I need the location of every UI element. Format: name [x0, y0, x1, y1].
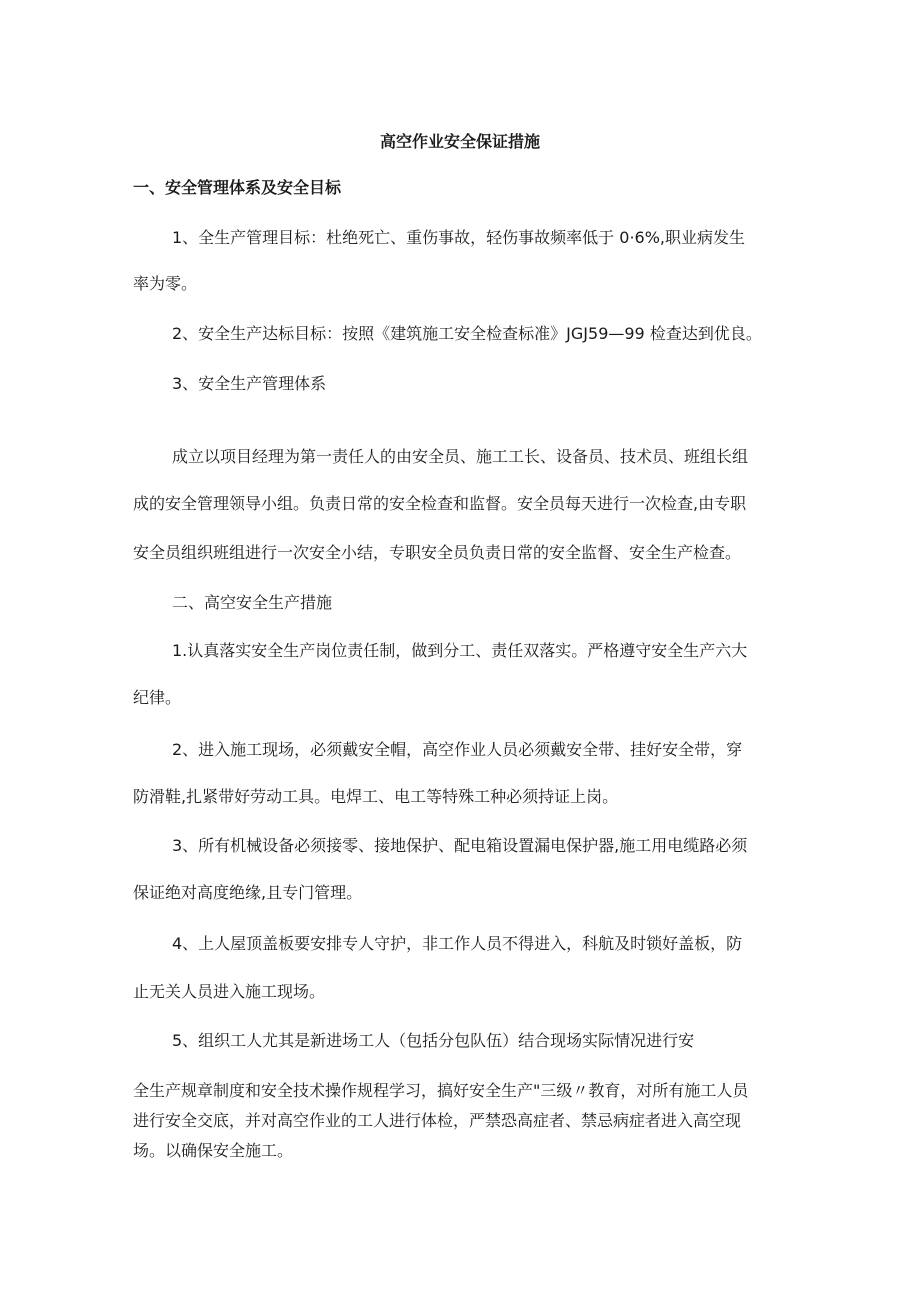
section2-item3-line1: 3、所有机械设备必须接零、接地保护、配电箱设置漏电保护器,施工用电缆路必须 [172, 836, 748, 855]
section2-item1-line1: 1.认真落实安全生产岗位责任制，做到分工、责任双落实。严格遵守安全生产六大 [172, 641, 748, 660]
section2-item2-line2: 防滑鞋,扎紧带好劳动工具。电焊工、电工等特殊工种必须持证上岗。 [133, 787, 619, 806]
section2-item3-line2: 保证绝对高度绝缘,且专门管理。 [133, 883, 363, 902]
section2-item5-line1: 5、组织工人尤其是新进场工人（包括分包队伍）结合现场实际情况进行安 [172, 1031, 695, 1050]
section1-item2: 2、安全生产达标目标：按照《建筑施工安全检查标准》JGJ59—99 检查达到优良。 [172, 324, 762, 343]
section2-item5-line2: 全生产规章制度和安全技术操作规程学习，搞好安全生产"三级〃教育，对所有施工人员 [133, 1081, 749, 1100]
section2-item5-line4: 场。以确保安全施工。 [133, 1141, 294, 1160]
section2-item5-line3: 进行安全交底，并对高空作业的工人进行体检，严禁恐高症者、禁忌病症者进入高空现 [133, 1111, 742, 1130]
document-title: 高空作业安全保证措施 [379, 132, 540, 151]
section2-item4-line1: 4、上人屋顶盖板要安排专人守护，非工作人员不得进入，科航及时锁好盖板，防 [172, 934, 743, 953]
section2-item4-line2: 止无关人员进入施工现场。 [133, 982, 326, 1001]
section1-item1-line2: 率为零。 [133, 274, 198, 293]
section2-item1-line2: 纪律。 [133, 688, 182, 707]
section-heading-1: 一、安全管理体系及安全目标 [133, 178, 342, 197]
section1-item1-line1: 1、全生产管理目标：杜绝死亡、重伤事故，轻伤事故频率低于 0·6%,职业病发生 [172, 228, 746, 247]
section2-item2-line1: 2、进入施工现场，必须戴安全帽，高空作业人员必须戴安全带、挂好安全带，穿 [172, 740, 743, 759]
section1-para-line2: 成的安全管理领导小组。负责日常的安全检查和监督。安全员每天进行一次检查,由专职 [133, 494, 747, 513]
section1-item3: 3、安全生产管理体系 [172, 374, 327, 393]
section-heading-2: 二、高空安全生产措施 [172, 593, 333, 612]
section1-para-line1: 成立以项目经理为第一责任人的由安全员、施工工长、设备员、技术员、班组长组 [172, 447, 749, 466]
section1-para-line3: 安全员组织班组进行一次安全小结，专职安全员负责日常的安全监督、安全生产检查。 [133, 543, 742, 562]
